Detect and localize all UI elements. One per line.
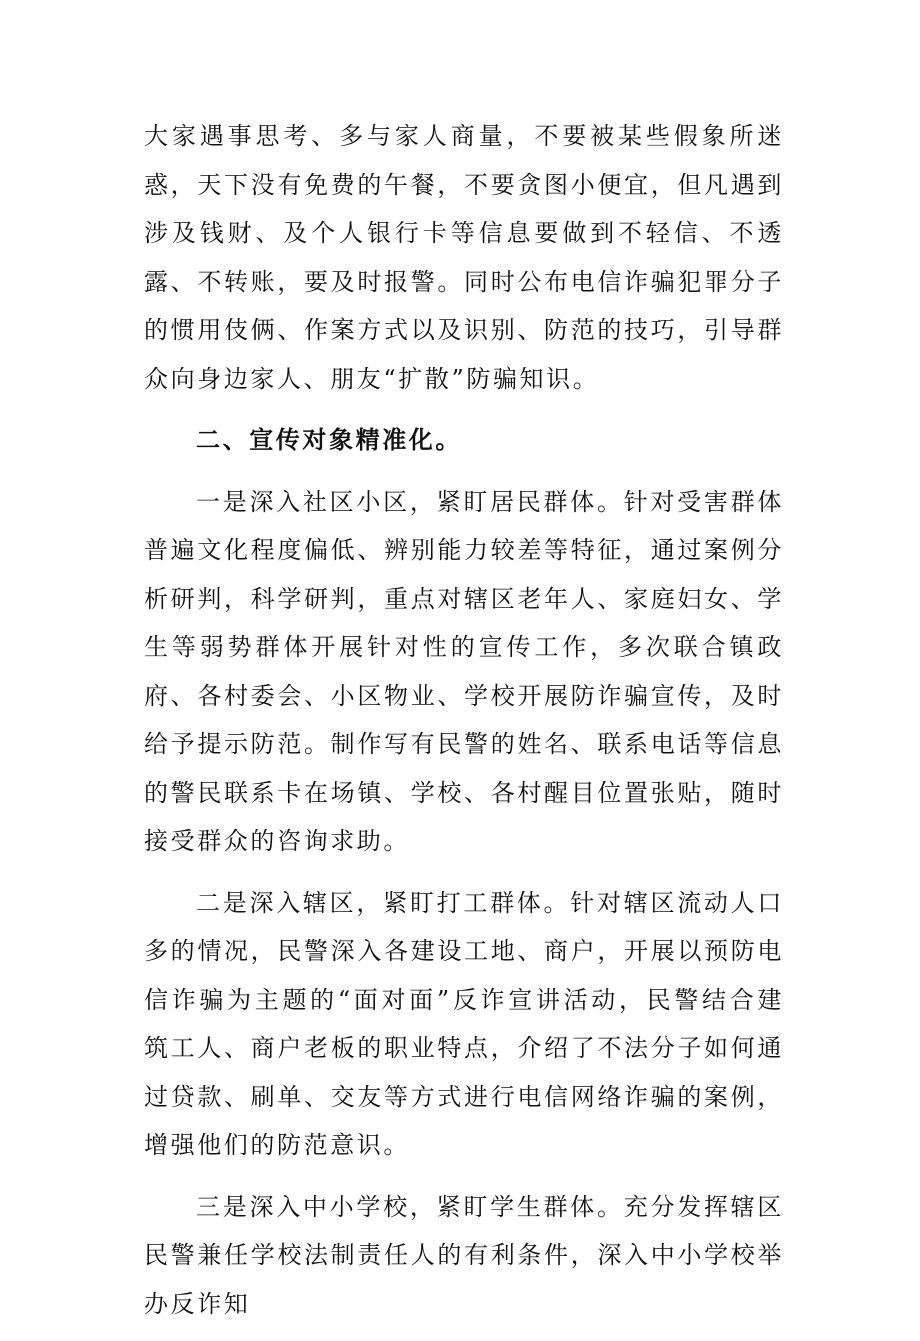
section-heading: 二、宣传对象精准化。 [196, 426, 462, 454]
paragraph-continuation: 大家遇事思考、多与家人商量，不要被某些假象所迷惑，天下没有免费的午餐，不要贪图小便宜，但凡遇到涉及钱财、及个人银行卡等信息要做到不轻信、不透露、不转账，要及时报警。同时公布电信诈骗犯罪分子的惯用伎俩、作案方式以及识别、防范的技巧，引导群众向身边家人、朋友“扩散”防骗知识。 [144, 122, 784, 393]
paragraph-community: 一是深入社区小区，紧盯居民群体。针对受害群体普遍文化程度偏低、辨别能力较差等特征，通过案例分析研判，科学研判，重点对辖区老年人、家庭妇女、学生等弱势群体开展针对性的宣传工作，多次联合镇政府、各村委会、小区物业、学校开展防诈骗宣传，及时给予提示防范。制作写有民警的姓名、联系电话等信息的警民联系卡在场镇、学校、各村醒目位置张贴，随时接受群众的咨询求助。 [144, 487, 784, 855]
paragraph-workers: 二是深入辖区，紧盯打工群体。针对辖区流动人口多的情况，民警深入各建设工地、商户，开展以预防电信诈骗为主题的“面对面”反诈宣讲活动，民警结合建筑工人、商户老板的职业特点，介绍了不法分子如何通过贷款、刷单、交友等方式进行电信网络诈骗的案例，增强他们的防范意识。 [144, 888, 784, 1159]
document-body [144, 112, 784, 1341]
paragraph-schools: 三是深入中小学校，紧盯学生群体。充分发挥辖区民警兼任学校法制责任人的有利条件，深入中小学校举办反诈知 [144, 1192, 784, 1318]
